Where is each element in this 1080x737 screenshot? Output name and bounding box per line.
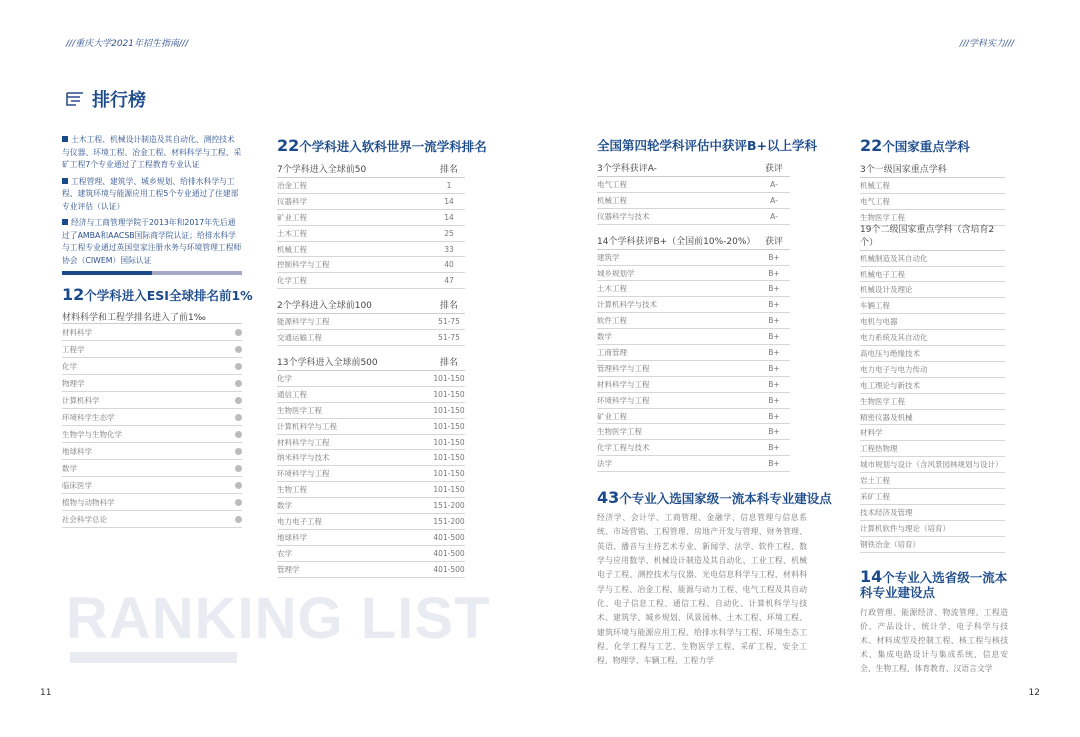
esi-subject: 计算机科学: [62, 395, 100, 405]
section-header: [860, 161, 1005, 178]
esi-subject: 临床医学: [62, 480, 92, 490]
esi-row: [62, 426, 242, 443]
esi-row: [62, 511, 242, 528]
table-row: [277, 498, 465, 514]
square-bullet-icon: [62, 178, 68, 184]
esi-subtitle: 材料科学和工程学排名进入了前1‰: [62, 310, 242, 324]
subject-name: 数学: [277, 501, 292, 511]
subject-name: 纳米科学与技术: [277, 453, 330, 463]
subject-name: 电机与电器: [860, 317, 898, 327]
national-majors-title: 43个专业入选国家级一流本科专业建设点: [597, 488, 832, 508]
bullet-item: [62, 217, 242, 267]
dot-icon: [235, 380, 242, 387]
subject-name: 计算机科学与工程: [277, 421, 337, 431]
rank-value: B+: [768, 411, 780, 421]
table-row: [597, 313, 790, 329]
table-row: [277, 419, 465, 435]
rank-value: 51-75: [438, 317, 460, 327]
esi-title: 12个学科进入ESI全球排名前1%: [62, 285, 253, 304]
table-row: [277, 546, 465, 562]
provincial-text: 行政管理、能源经济、物流管理、工程造价、产品设计、统计学、电子科学与技术、材料成型及控制工程、核工程与核技术、集成电路设计与集成系统、信息安全、生物工程、体育教育、汉语言文学: [860, 607, 1008, 673]
table-row: [277, 514, 465, 530]
rank-value: B+: [768, 347, 780, 357]
section-header: [597, 233, 790, 250]
bullet-item: [62, 134, 242, 172]
subject-name: 机械设计及理论: [860, 285, 913, 295]
dot-icon: [235, 465, 242, 472]
column-2: [277, 136, 487, 578]
table-row: [597, 177, 790, 193]
subject-name: 城乡规划学: [597, 268, 635, 278]
table-row: [860, 410, 1005, 426]
section-title: 3个一级国家重点学科: [860, 165, 947, 175]
subject-name: 控制科学与工程: [277, 260, 330, 270]
subject-name: 材料科学与工程: [277, 437, 330, 447]
rank-value: 14: [444, 212, 454, 222]
table-row: [597, 456, 790, 472]
subject-name: 电力系统及其自动化: [860, 333, 928, 343]
rank-value: 101-150: [433, 469, 465, 479]
subject-name: 法学: [597, 459, 612, 469]
table-row: [597, 281, 790, 297]
table-row: [277, 273, 465, 289]
divider-bar: [62, 271, 242, 275]
esi-row: [62, 324, 242, 341]
rank-value: 401-500: [433, 564, 465, 574]
bullet-item: [62, 176, 242, 214]
table-row: [277, 450, 465, 466]
esi-subject: 化学: [62, 361, 77, 371]
subject-name: 采矿工程: [860, 491, 890, 501]
esi-subject: 数学: [62, 463, 77, 473]
table-row: [860, 473, 1005, 489]
dot-icon: [235, 431, 242, 438]
rank-value: 401-500: [433, 548, 465, 558]
dot-icon: [235, 448, 242, 455]
header-right: ///学科实力///: [959, 39, 1014, 49]
rank-value: 101-150: [433, 373, 465, 383]
subject-name: 生物医学工程: [860, 396, 905, 406]
esi-row: [62, 392, 242, 409]
table-row: [277, 314, 465, 330]
table-row: [597, 440, 790, 456]
page-number-left: 11: [40, 688, 52, 698]
table-row: [277, 242, 465, 258]
section-title: 13个学科进入全球前500: [277, 358, 378, 369]
national-majors-text: 经济学、会计学、工商管理、金融学、信息管理与信息系统、市场营销、工程管理、房地产开发与管理、财务管理、英语、播音与主持艺术专业、新闻学、法学、软件工程、数学与应用数学、机械设计制造及其自动化、工业工程、机械电子工程、测控技术与仪器、光电信息科学与工程、材料科学与工程、冶金工程、能源与动力工程、电气工程及其自动化、电子信息工程、通信工程、自动化、计算机科学与技术、建筑学、城乡规划、风景园林、土木工程、环境工程、建筑环境与能源应用工程、给排水科学与工程、环境生态工程、化学工程与工艺、生物医学工程、采矿工程、安全工程、物理学、车辆工程、工程力学: [597, 513, 807, 666]
esi-row: [62, 341, 242, 358]
page-title-text: 排行榜: [92, 90, 146, 111]
subject-name: 技术经济及管理: [860, 507, 913, 517]
subject-name: 岩土工程: [860, 476, 890, 486]
dot-icon: [235, 499, 242, 506]
table-row: [860, 537, 1005, 553]
dot-icon: [235, 397, 242, 404]
table-row: [277, 435, 465, 451]
table-row: [860, 346, 1005, 362]
subject-name: 机械工程: [597, 195, 627, 205]
section-title: 3个学科获评A-: [597, 164, 657, 174]
subject-name: 计算机科学与技术: [597, 300, 657, 310]
watermark-bar: [70, 652, 237, 663]
subject-name: 钢铁冶金（培育）: [860, 539, 920, 549]
table-row: [597, 393, 790, 409]
rank-value: 101-150: [433, 421, 465, 431]
rank-value: 1: [446, 180, 452, 190]
eval-title: 全国第四轮学科评估中获评B+以上学科: [597, 138, 818, 153]
subject-name: 化学工程与技术: [597, 443, 650, 453]
subject-name: 土木工程: [597, 284, 627, 294]
table-row: [277, 210, 465, 226]
page-title: [66, 86, 146, 112]
subject-name: 管理学: [277, 564, 300, 574]
rank-value: A-: [770, 211, 778, 221]
subject-name: 工商管理: [597, 347, 627, 357]
table-row: [860, 521, 1005, 537]
section-header: [277, 354, 465, 371]
table-row: [277, 482, 465, 498]
dot-icon: [235, 363, 242, 370]
section-header: [860, 224, 1005, 251]
subject-name: 能源科学与工程: [277, 317, 330, 327]
table-row: [860, 251, 1005, 267]
subject-name: 软件工程: [597, 316, 627, 326]
list-icon: [66, 91, 84, 107]
table-row: [277, 530, 465, 546]
esi-row: [62, 375, 242, 392]
esi-subject: 物理学: [62, 378, 85, 388]
rank-value: B+: [768, 363, 780, 373]
subject-name: 农学: [277, 548, 292, 558]
rank-value: B+: [768, 332, 780, 342]
subject-name: 电力电子与电力传动: [860, 364, 928, 374]
table-row: [277, 330, 465, 346]
rank-header: 获评: [764, 236, 783, 247]
rank-header: 排名: [439, 301, 458, 312]
table-row: [597, 424, 790, 440]
table-row: [860, 178, 1005, 194]
subject-name: 生物工程: [277, 485, 307, 495]
esi-row: [62, 460, 242, 477]
rank-value: B+: [768, 395, 780, 405]
subject-name: 车辆工程: [860, 301, 890, 311]
column-1: [62, 134, 253, 528]
dot-icon: [235, 482, 242, 489]
subject-name: 矿业工程: [597, 411, 627, 421]
rank-value: B+: [768, 300, 780, 310]
column-4: [860, 136, 1008, 676]
table-row: [597, 361, 790, 377]
table-row: [277, 194, 465, 210]
subject-name: 机械工程: [277, 244, 307, 254]
rank-value: 25: [444, 228, 454, 238]
table-row: [597, 209, 790, 225]
rank-value: B+: [768, 443, 780, 453]
rank-value: B+: [768, 268, 780, 278]
rank-value: B+: [768, 316, 780, 326]
rank-value: B+: [768, 427, 780, 437]
subject-name: 矿业工程: [277, 212, 307, 222]
esi-subject: 地球科学: [62, 446, 92, 456]
subject-name: 电力电子工程: [277, 516, 322, 526]
section-title: 7个学科进入全球前50: [277, 165, 367, 175]
rank-value: A-: [770, 179, 778, 189]
rank-value: A-: [770, 195, 778, 205]
subject-name: 生物医学工程: [860, 212, 905, 222]
subject-name: 生物医学工程: [277, 405, 322, 415]
square-bullet-icon: [62, 219, 68, 225]
rank-value: B+: [768, 252, 780, 262]
subject-name: 交通运输工程: [277, 333, 322, 343]
subject-name: 生物医学工程: [597, 427, 642, 437]
table-row: [277, 178, 465, 194]
subject-name: 机械电子工程: [860, 269, 905, 279]
section-title: 14个学科获评B+（全国前10%-20%）: [597, 236, 756, 247]
rank-value: 151-200: [433, 516, 465, 526]
rank-value: 101-150: [433, 485, 465, 495]
rank-value: B+: [768, 284, 780, 294]
table-row: [277, 257, 465, 273]
subject-name: 化学: [277, 373, 292, 383]
rank-value: 47: [444, 276, 454, 286]
table-row: [597, 345, 790, 361]
subject-name: 数学: [597, 332, 612, 342]
table-row: [860, 314, 1005, 330]
rank-value: B+: [768, 459, 780, 469]
subject-name: 电工理论与新技术: [860, 380, 920, 390]
rank-value: B+: [768, 379, 780, 389]
table-row: [860, 457, 1005, 473]
subject-name: 机械工程: [860, 180, 890, 190]
dot-icon: [235, 414, 242, 421]
subject-name: 工程热物理: [860, 444, 898, 454]
subject-name: 环境科学与工程: [597, 395, 650, 405]
rank-value: 101-150: [433, 405, 465, 415]
key-title: 22个国家重点学科: [860, 136, 970, 155]
table-row: [860, 425, 1005, 441]
table-row: [277, 387, 465, 403]
subject-name: 电气工程: [597, 179, 627, 189]
esi-subject: 社会科学总论: [62, 514, 107, 524]
subject-name: 土木工程: [277, 228, 307, 238]
subject-name: 机械制造及其自动化: [860, 253, 928, 263]
section-title: 19个二级国家重点学科（含培育2个）: [860, 224, 995, 248]
table-row: [277, 403, 465, 419]
table-row: [860, 267, 1005, 283]
table-row: [860, 441, 1005, 457]
dot-icon: [235, 346, 242, 353]
rank-value: 40: [444, 260, 454, 270]
rank-header: 获评: [764, 164, 783, 174]
subject-name: 材料科学与工程: [597, 379, 650, 389]
table-row: [597, 250, 790, 266]
subject-name: 冶金工程: [277, 180, 307, 190]
section-header: [277, 161, 465, 178]
esi-subject: 环境科学生态学: [62, 412, 115, 422]
square-bullet-icon: [62, 136, 68, 142]
table-row: [860, 394, 1005, 410]
section-title: 2个学科进入全球前100: [277, 301, 372, 312]
table-row: [860, 194, 1005, 210]
dot-icon: [235, 516, 242, 523]
section-header: [597, 160, 790, 177]
dot-icon: [235, 329, 242, 336]
subject-name: 计算机软件与理论（培育）: [860, 523, 950, 533]
rank-value: 33: [444, 244, 454, 254]
subject-name: 环境科学与工程: [277, 469, 330, 479]
bullet-text: 经济与工商管理学院于2013年和2017年先后通过了AMBA和AACSB国际商学院认证；给排水科学与工程专业通过英国皇家注册水务与环境管理工程师协会（CIWEM）国际认证: [62, 218, 242, 265]
esi-row: [62, 358, 242, 375]
header-left: ///重庆大学2021年招生指南///: [66, 39, 189, 49]
table-row: [597, 297, 790, 313]
rank-value: 101-150: [433, 389, 465, 399]
subject-name: 化学工程: [277, 276, 307, 286]
subject-name: 电气工程: [860, 196, 890, 206]
esi-subject: 植物与动物科学: [62, 497, 115, 507]
section-header: [277, 297, 465, 314]
subject-name: 管理科学与工程: [597, 363, 650, 373]
rank-value: 51-75: [438, 333, 460, 343]
esi-subject: 材料科学: [62, 327, 92, 337]
rank-header: 排名: [439, 165, 458, 175]
table-row: [277, 562, 465, 578]
subject-name: 精密仪器及机械: [860, 412, 913, 422]
subject-name: 材料学: [860, 428, 883, 438]
bullet-text: 工程管理、建筑学、城乡规划、给排水科学与工程、建筑环境与能源应用工程5个专业通过了住建部专业评估（认证）: [62, 176, 239, 211]
subject-name: 仪器科学: [277, 196, 307, 206]
rank-value: 401-500: [433, 532, 465, 542]
esi-subject: 工程学: [62, 344, 85, 354]
rank-value: 101-150: [433, 453, 465, 463]
table-row: [860, 505, 1005, 521]
table-row: [277, 466, 465, 482]
page-number-right: 12: [1028, 688, 1040, 698]
rank-value: 14: [444, 196, 454, 206]
subject-name: 城市规划与设计（含风景园林规划与设计）: [860, 460, 1003, 470]
esi-row: [62, 409, 242, 426]
watermark-text: RANKING LIST: [66, 586, 491, 651]
bullet-text: 土木工程、机械设计制造及其自动化、测控技术与仪器、环境工程、冶金工程、材料科学与工程、采矿工程7个专业通过了工程教育专业认证: [62, 135, 242, 169]
esi-subject: 生物学与生物化学: [62, 429, 122, 439]
table-row: [597, 377, 790, 393]
provincial-title: 14个专业入选省级一流本科专业建设点: [860, 566, 1008, 600]
table-row: [860, 378, 1005, 394]
rank-header: 排名: [439, 358, 458, 369]
rank-value: 151-200: [433, 501, 465, 511]
table-row: [277, 226, 465, 242]
table-row: [597, 193, 790, 209]
table-row: [860, 362, 1005, 378]
subject-name: 地球科学: [277, 532, 307, 542]
table-row: [860, 330, 1005, 346]
subject-name: 高电压与绝缘技术: [860, 348, 920, 358]
table-row: [860, 489, 1005, 505]
table-row: [860, 282, 1005, 298]
rank-value: 101-150: [433, 437, 465, 447]
esi-row: [62, 494, 242, 511]
table-row: [597, 409, 790, 425]
table-row: [860, 298, 1005, 314]
esi-row: [62, 477, 242, 494]
column-3: [597, 136, 832, 668]
table-row: [597, 266, 790, 282]
subject-name: 通信工程: [277, 389, 307, 399]
table-row: [277, 371, 465, 387]
soft-title: 22个学科进入软科世界一流学科排名: [277, 136, 487, 155]
subject-name: 建筑学: [597, 252, 620, 262]
table-row: [597, 329, 790, 345]
esi-row: [62, 443, 242, 460]
subject-name: 仪器科学与技术: [597, 211, 650, 221]
